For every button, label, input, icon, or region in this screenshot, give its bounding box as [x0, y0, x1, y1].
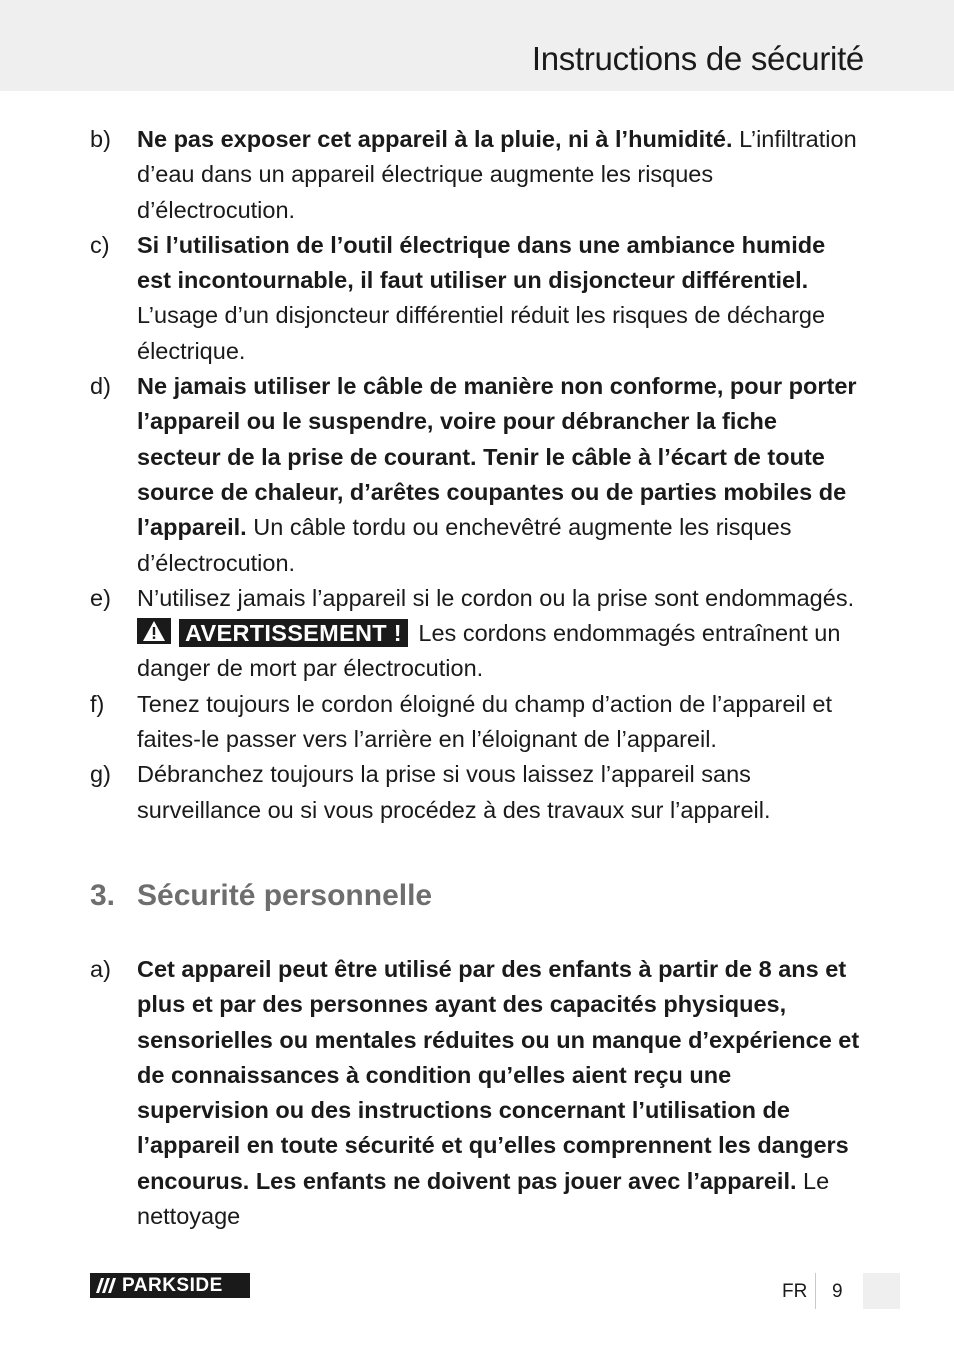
- list-item-c: [90, 228, 865, 369]
- item-body: Tenez toujours le cordon éloigné du champ d’action de l’appareil et faites-le passer vers l’arrière en l’éloignant de l’appareil.: [137, 690, 833, 753]
- header-band: [0, 0, 954, 91]
- item-letter: d): [90, 373, 111, 400]
- section-heading: [90, 876, 865, 916]
- section-number: 3.: [90, 878, 116, 912]
- language-code: FR: [782, 1281, 808, 1302]
- item-letter: a): [90, 955, 111, 982]
- item-text: L’infiltration d’eau dans un appareil électrique augmente les risques d’électrocution.: [137, 126, 857, 223]
- item-letter: e): [90, 584, 111, 611]
- brand-name: PARKSIDE: [122, 1275, 223, 1296]
- logo-stripes-icon: [90, 1273, 122, 1298]
- item-bold-text: Ne pas exposer cet appareil à la pluie, ni à l’humidité.: [137, 126, 733, 152]
- item-bold-text: Si l’utilisation de l’outil électrique dans une ambiance humide est incontournable, il faut utiliser un disjoncteur différentiel.: [137, 231, 826, 294]
- item-body: [137, 956, 859, 1229]
- list-item-a: [90, 952, 865, 1234]
- brand-logo: [90, 1273, 250, 1298]
- item-text: Les cordons endommagés entraînent un danger de mort par électrocution.: [137, 620, 841, 682]
- section-title: Sécurité personnelle: [137, 878, 433, 912]
- content: [90, 122, 865, 1234]
- item-text: L’usage d’un disjoncteur différentiel réduit les risques de décharge électrique.: [137, 302, 826, 364]
- item-text: Le nettoyage: [137, 1167, 830, 1230]
- item-text: Un câble tordu ou enchevêtré augmente les risques d’électrocution.: [137, 514, 792, 576]
- item-body: [137, 232, 825, 364]
- item-body: Débranchez toujours la prise si vous laissez l’appareil sans surveillance ou si vous procédez à des travaux sur l’appareil.: [137, 761, 771, 823]
- list-item-b: [90, 122, 865, 228]
- footer-box: [863, 1273, 900, 1309]
- item-body: [137, 126, 857, 223]
- item-letter: b): [90, 126, 111, 152]
- list-item-f: [90, 687, 865, 758]
- item-body: [137, 585, 854, 682]
- list-item-g: [90, 757, 865, 828]
- footer-divider: [815, 1273, 816, 1309]
- item-bold-text: Cet appareil peut être utilisé par des enfants à partir de 8 ans et plus et par des personnes ayant des capacités physiques, sensorielles ou mentales réduites ou un manque d’expérience et de connaissances à condition qu’elles aient reçu une supervision ou des instructions concernant l’utilisation de l’appareil en toute sécurité et qu’elles comprennent les dangers encourus. Les enfants ne doivent pas jouer avec l’appareil.: [137, 955, 860, 1194]
- page-number: 9: [832, 1281, 843, 1302]
- list-item-d: [90, 369, 865, 581]
- item-letter: c): [90, 231, 110, 258]
- item-text: N’utilisez jamais l’appareil si le cordon ou la prise sont endommagés.: [137, 584, 855, 611]
- item-letter: f): [90, 690, 105, 717]
- list-item-e: [90, 581, 865, 687]
- warning-triangle-icon: [137, 618, 171, 644]
- item-bold-text: Ne jamais utiliser le câble de manière non conforme, pour porter l’appareil ou le suspendre, voire pour débrancher la fiche secteur de la prise de courant. Tenir le câble à l’écart de toute source de chaleur, d’arêtes coupantes ou de parties mobiles de l’appareil.: [137, 373, 857, 541]
- page-title: Instructions de sécurité: [531, 40, 864, 77]
- footer: [90, 1273, 900, 1309]
- warning-label: AVERTISSEMENT !: [179, 619, 408, 647]
- item-letter: g): [90, 761, 111, 788]
- item-body: [137, 373, 857, 575]
